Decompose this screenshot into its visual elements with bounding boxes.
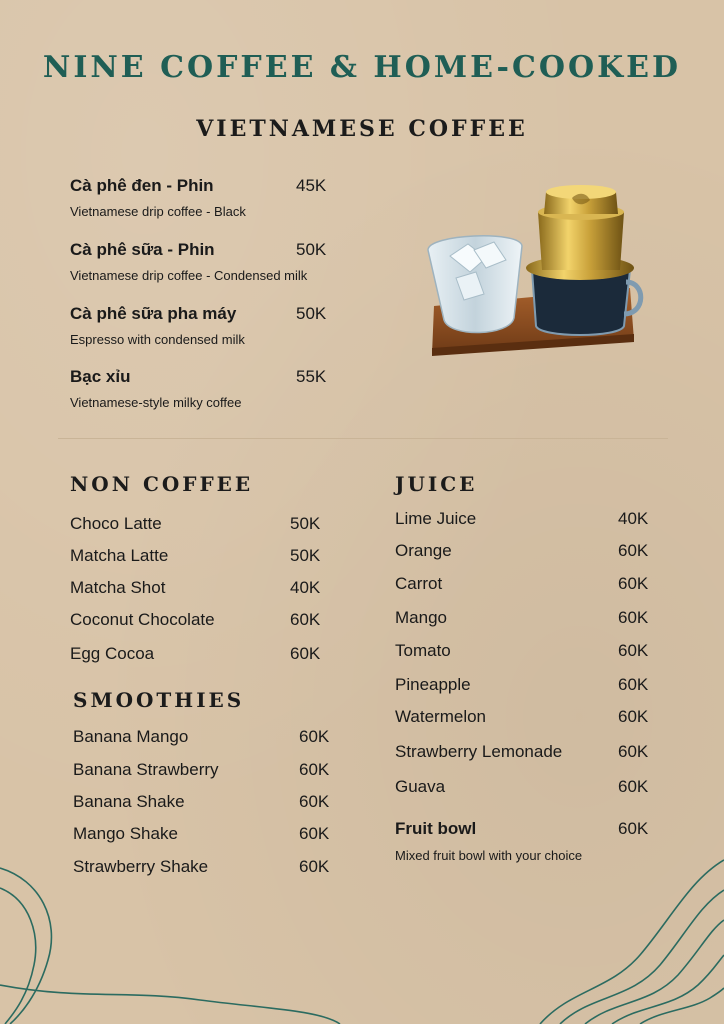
item-price: 50K [290,514,321,533]
section-divider [58,438,668,439]
item-name: Egg Cocoa [70,644,155,663]
item-price: 60K [618,777,649,796]
item-name: Pineapple [395,675,471,694]
item-name: Banana Shake [73,792,185,811]
item-name: Matcha Latte [70,546,169,565]
item-name: Cà phê đen - Phin [70,176,214,195]
item-price: 60K [618,574,649,593]
item-name: Bạc xỉu [70,367,131,386]
item-name: Lime Juice [395,509,477,528]
item-price: 60K [618,742,649,761]
section-title-vietnamese-coffee: VIETNAMESE COFFEE [196,116,528,142]
item-name: Mango [395,608,447,627]
item-name: Banana Mango [73,727,189,746]
item-price: 55K [296,367,327,386]
item-price: 40K [290,578,321,597]
section-title-smoothies: SMOOTHIES [73,688,245,712]
item-name: Guava [395,777,446,796]
item-name: Orange [395,541,452,560]
item-name: Cà phê sữa - Phin [70,240,215,259]
item-name: Strawberry Shake [73,857,209,876]
item-description: Vietnamese drip coffee - Condensed milk [70,268,308,283]
item-price: 60K [290,644,321,663]
item-name: Carrot [395,574,443,593]
item-price: 60K [618,541,649,560]
item-price: 60K [299,792,330,811]
item-name: Cà phê sữa pha máy [70,304,237,323]
item-description: Espresso with condensed milk [70,332,245,347]
item-price: 60K [618,608,649,627]
item-description: Vietnamese-style milky coffee [70,395,242,410]
item-price: 60K [618,641,649,660]
item-price: 50K [296,304,327,323]
item-price: 60K [299,760,330,779]
item-price: 60K [299,824,330,843]
item-price: 60K [618,707,649,726]
item-name: Choco Latte [70,514,162,533]
fruit-bowl-name: Fruit bowl [395,819,477,838]
item-price: 60K [299,857,330,876]
fruit-bowl-price: 60K [618,819,649,838]
item-price: 50K [290,546,321,565]
phin-coffee-photo [420,178,650,360]
item-name: Tomato [395,641,451,660]
item-price: 45K [296,176,327,195]
item-price: 40K [618,509,649,528]
item-name: Mango Shake [73,824,178,843]
item-name: Coconut Chocolate [70,610,215,629]
section-title-juice: JUICE [395,472,478,496]
item-name: Banana Strawberry [73,760,219,779]
item-name: Watermelon [395,707,487,726]
item-name: Matcha Shot [70,578,166,597]
item-price: 60K [618,675,649,694]
fruit-bowl-description: Mixed fruit bowl with your choice [395,848,583,863]
item-price: 50K [296,240,327,259]
page-title: NINE COFFEE & HOME-COOKED [42,50,682,85]
item-description: Vietnamese drip coffee - Black [70,204,246,219]
item-name: Strawberry Lemonade [395,742,563,761]
section-title-non-coffee: NON COFFEE [70,472,254,496]
item-price: 60K [290,610,321,629]
item-price: 60K [299,727,330,746]
